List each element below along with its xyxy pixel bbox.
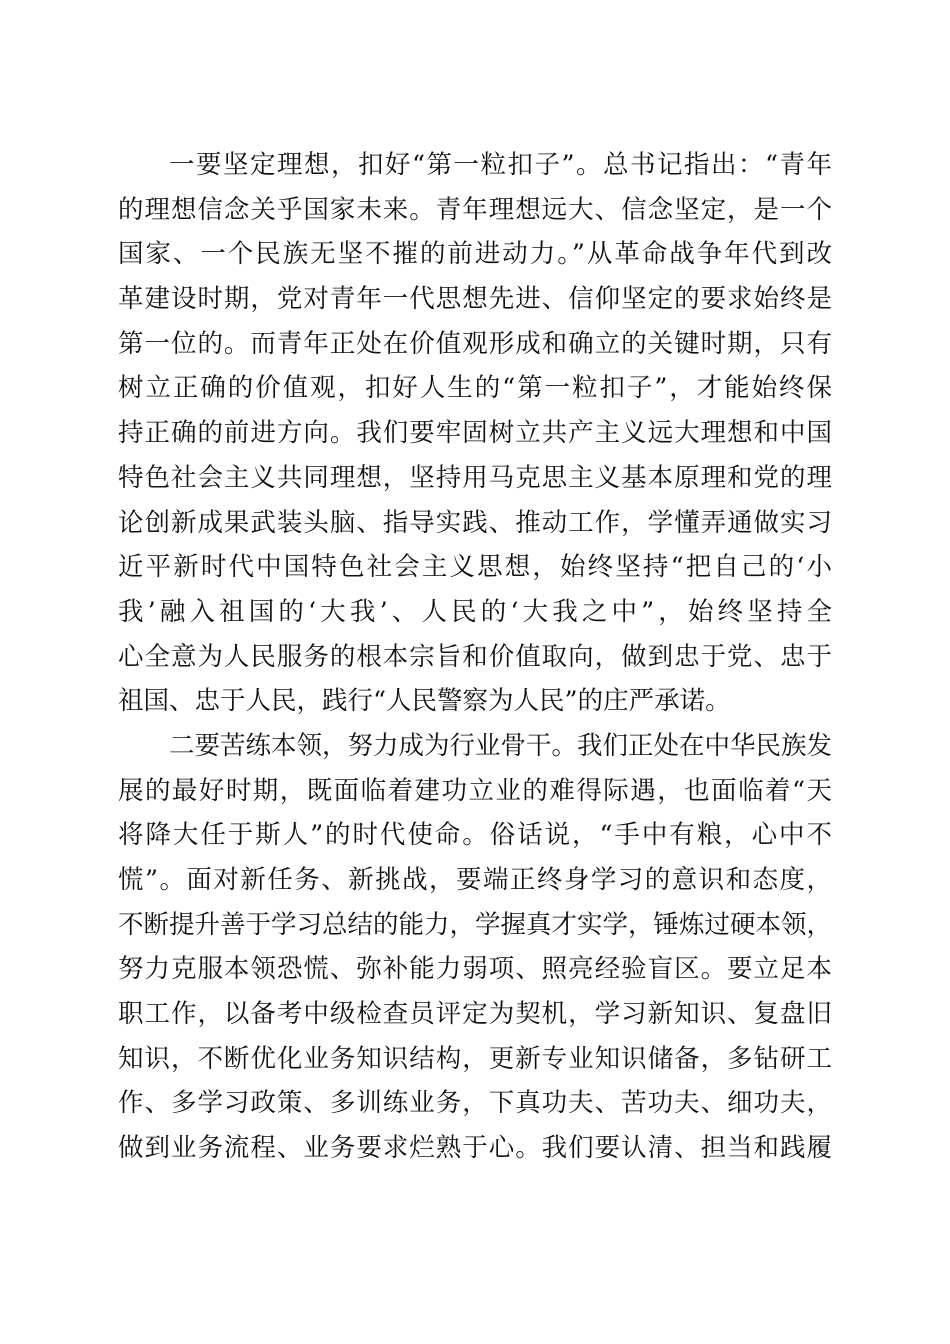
paragraph-line: 心全意为人民服务的根本宗旨和价值取向，做到忠于党、忠于 xyxy=(118,641,832,672)
paragraph-line: 作、多学习政策、多训练业务，下真功夫、苦功夫、细功夫， xyxy=(118,1088,832,1119)
paragraph-skills xyxy=(118,724,832,1171)
paragraph-line: 展的最好时期，既面临着建功立业的难得际遇，也面临着“天 xyxy=(118,775,832,806)
paragraph-line: 的理想信念关乎国家未来。青年理想远大、信念坚定，是一个 xyxy=(118,194,832,225)
paragraph-line: 一要坚定理想，扣好“第一粒扣子”。总书记指出：“青年 xyxy=(169,150,832,180)
paragraph-line: 国家、一个民族无坚不摧的前进动力。”从革命战争年代到改 xyxy=(118,239,832,270)
paragraph-line: 第一位的。而青年正处在价值观形成和确立的关键时期，只有 xyxy=(118,328,832,359)
paragraph-line: 努力克服本领恐慌、弥补能力弱项、照亮经验盲区。要立足本 xyxy=(118,954,832,985)
paragraph-line: 持正确的前进方向。我们要牢固树立共产主义远大理想和中国 xyxy=(118,418,832,449)
paragraph-line: 论创新成果武装头脑、指导实践、推动工作，学懂弄通做实习 xyxy=(118,507,832,538)
paragraph-line: 祖国、忠于人民，践行“人民警察为人民”的庄严承诺。 xyxy=(118,686,731,717)
paragraph-line: 知识，不断优化业务知识结构，更新专业知识储备，多钻研工 xyxy=(118,1043,832,1074)
paragraph-line: 近平新时代中国特色社会主义思想，始终坚持“把自己的‘小 xyxy=(118,552,832,583)
paragraph-line: 二要苦练本领，努力成为行业骨干。我们正处在中华民族发 xyxy=(169,730,833,761)
paragraph-line: 职工作，以备考中级检查员评定为契机，学习新知识、复盘旧 xyxy=(118,999,832,1030)
paragraph-line: 我’融入祖国的‘大我’、人民的‘大我之中”，始终坚持全 xyxy=(118,596,832,627)
paragraph-line: 树立正确的价值观，扣好人生的“第一粒扣子”，才能始终保 xyxy=(118,373,832,404)
paragraph-ideals xyxy=(118,143,832,724)
paragraph-line: 将降大任于斯人”的时代使命。俗话说，“手中有粮，心中不 xyxy=(118,820,832,851)
paragraph-line: 慌”。面对新任务、新挑战，要端正终身学习的意识和态度， xyxy=(118,865,832,895)
paragraph-line: 不断提升善于学习总结的能力，学握真才实学，锤炼过硬本领， xyxy=(118,909,833,940)
paragraph-line: 做到业务流程、业务要求烂熟于心。我们要认清、担当和践履 xyxy=(118,1133,832,1164)
paragraph-line: 特色社会主义共同理想，坚持用马克思主义基本原理和党的理 xyxy=(118,462,832,493)
document-body xyxy=(118,143,832,1171)
paragraph-line: 革建设时期，党对青年一代思想先进、信仰坚定的要求始终是 xyxy=(118,284,832,315)
